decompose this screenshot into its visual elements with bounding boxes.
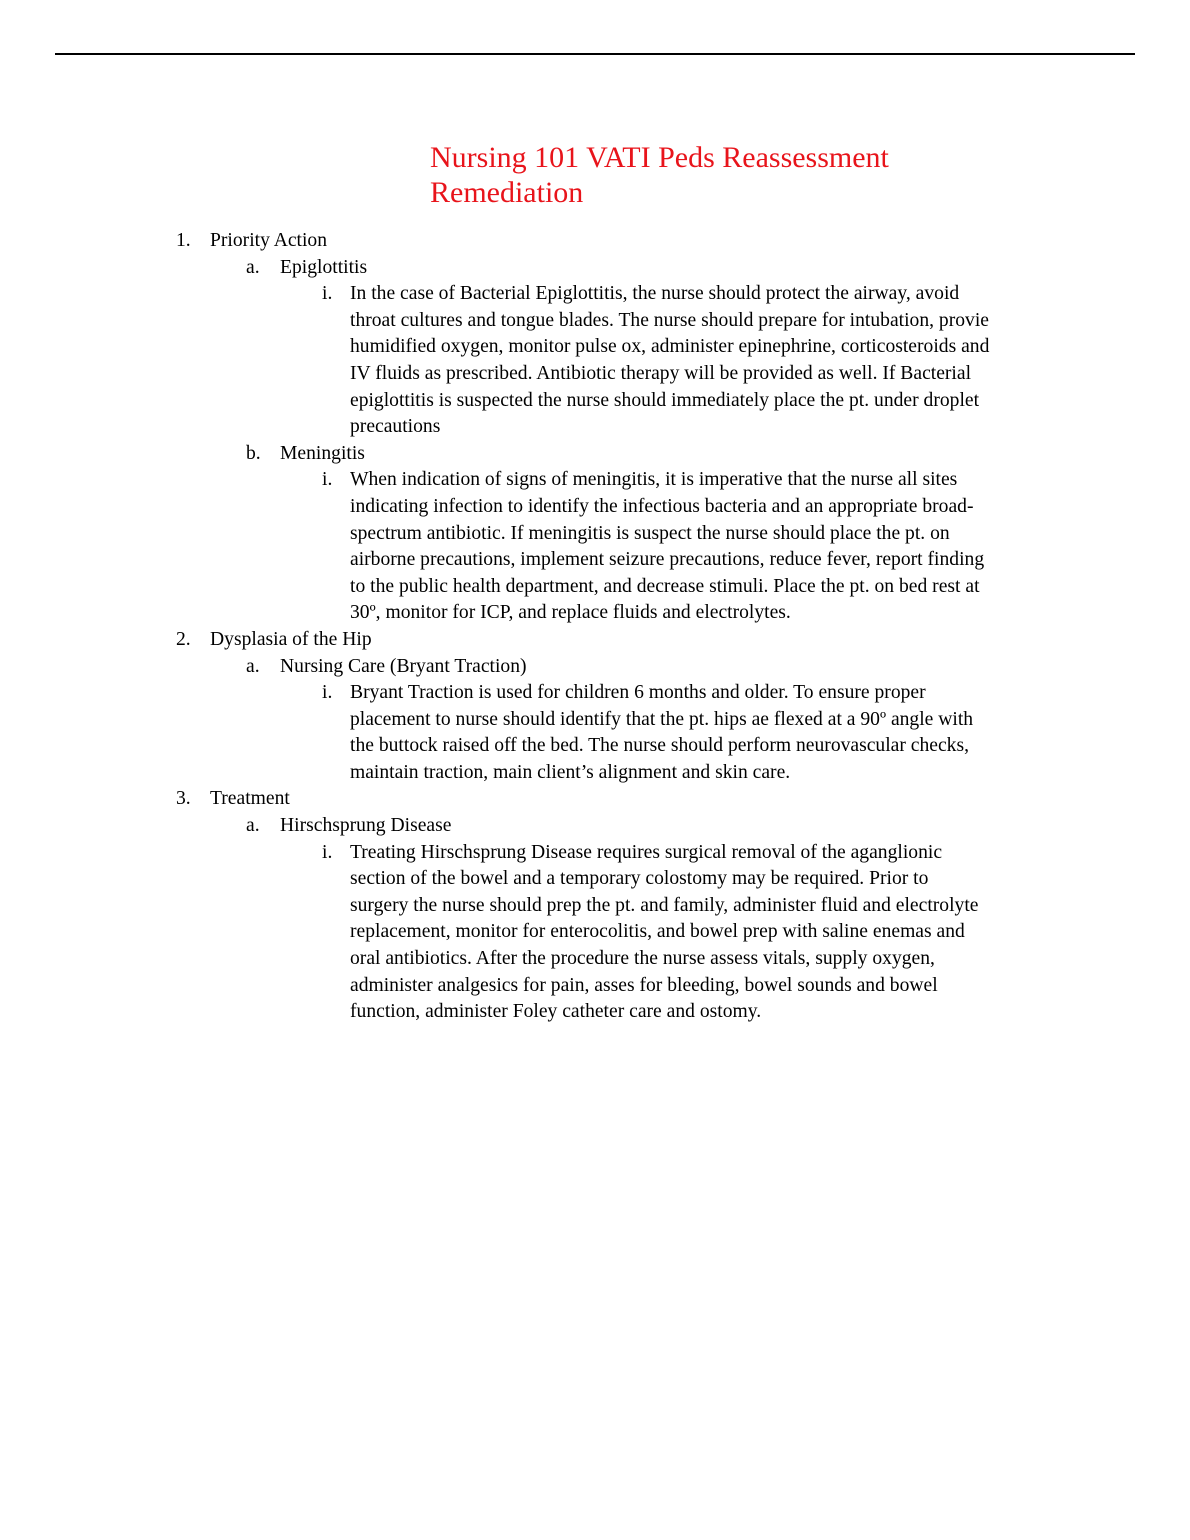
outline-point-line — [0, 866, 1190, 893]
list-text: function, administer Foley catheter care and ostomy. — [350, 1001, 762, 1023]
outline-section — [0, 228, 1190, 255]
list-marker: b. — [246, 442, 261, 464]
outline-point-line — [0, 547, 1190, 574]
list-text: Treatment — [210, 788, 290, 810]
outline-point-line — [0, 973, 1190, 1000]
outline-point-line — [0, 733, 1190, 760]
list-text: humidified oxygen, monitor pulse ox, administer epinephrine, corticosteroids and — [350, 336, 990, 358]
list-text: Hirschsprung Disease — [280, 815, 452, 837]
outline-section — [0, 786, 1190, 813]
outline-point-line — [0, 361, 1190, 388]
outline-point-line — [0, 707, 1190, 734]
list-text: airborne precautions, implement seizure precautions, reduce fever, report finding — [350, 549, 985, 571]
list-text: Treating Hirschsprung Disease requires surgical removal of the aganglionic — [350, 841, 943, 863]
outline-point-line — [0, 893, 1190, 920]
outline-point-line — [0, 999, 1190, 1026]
outline-section — [0, 627, 1190, 654]
outline-point-line — [0, 760, 1190, 787]
title-line: Nursing 101 VATI Peds Reassessment — [430, 141, 889, 174]
list-text: Meningitis — [280, 442, 365, 464]
title-line: Remediation — [430, 176, 584, 209]
list-text: Dysplasia of the Hip — [210, 628, 372, 650]
list-marker: 2. — [176, 628, 191, 650]
list-text: placement to nurse should identify that the pt. hips ae flexed at a 90º angle with — [350, 708, 974, 730]
list-text: Nursing Care (Bryant Traction) — [280, 655, 527, 677]
list-text: oral antibiotics. After the procedure the nurse assess vitals, supply oxygen, — [350, 948, 935, 970]
list-text: 30º, monitor for ICP, and replace fluids and electrolytes. — [350, 602, 791, 624]
outline-point-line — [0, 281, 1190, 308]
list-text: throat cultures and tongue blades. The nurse should prepare for intubation, provie — [350, 309, 989, 331]
outline-point-line — [0, 680, 1190, 707]
list-text: the buttock raised off the bed. The nurse should perform neurovascular checks, — [350, 735, 970, 757]
list-marker: a. — [246, 815, 260, 837]
outline-point-line — [0, 388, 1190, 415]
outline-point-line — [0, 919, 1190, 946]
list-marker: i. — [322, 682, 333, 704]
list-marker: i. — [322, 841, 333, 863]
list-text: epiglottitis is suspected the nurse should immediately place the pt. under droplet — [350, 389, 980, 411]
outline-point-line — [0, 840, 1190, 867]
list-text: surgery the nurse should prep the pt. and family, administer fluid and electrolyte — [350, 894, 979, 916]
list-text: administer analgesics for pain, asses for bleeding, bowel sounds and bowel — [350, 974, 938, 996]
list-text: to the public health department, and decrease stimuli. Place the pt. on bed rest at — [350, 575, 980, 597]
outline-point-line — [0, 574, 1190, 601]
outline-subsection — [0, 654, 1190, 681]
outline-point-line — [0, 946, 1190, 973]
list-text: Bryant Traction is used for children 6 months and older. To ensure proper — [350, 682, 926, 704]
outline-point-line — [0, 494, 1190, 521]
outline-point-line — [0, 521, 1190, 548]
outline-subsection — [0, 255, 1190, 282]
outline-subsection — [0, 813, 1190, 840]
list-marker: 3. — [176, 788, 191, 810]
document-outline — [0, 228, 1190, 1026]
list-text: section of the bowel and a temporary colostomy may be required. Prior to — [350, 868, 929, 890]
list-marker: a. — [246, 256, 260, 278]
list-text: maintain traction, main client’s alignment and skin care. — [350, 761, 791, 783]
outline-point-line — [0, 414, 1190, 441]
list-text: precautions — [350, 416, 441, 438]
outline-point-line — [0, 334, 1190, 361]
list-marker: i. — [322, 283, 333, 305]
list-text: Priority Action — [210, 230, 328, 251]
list-text: Epiglottitis — [280, 256, 368, 278]
outline-point-line — [0, 308, 1190, 335]
outline-point-line — [0, 600, 1190, 627]
list-marker: 1. — [176, 230, 191, 251]
list-marker: i. — [322, 469, 333, 491]
list-text: IV fluids as prescribed. Antibiotic therapy will be provided as well. If Bacterial — [350, 362, 972, 384]
list-text: replacement, monitor for enterocolitis, and bowel prep with saline enemas and — [350, 921, 965, 943]
outline-subsection — [0, 441, 1190, 468]
list-marker: a. — [246, 655, 260, 677]
document-title — [430, 140, 889, 210]
list-text: indicating infection to identify the infectious bacteria and an appropriate broad- — [350, 495, 974, 517]
list-text: When indication of signs of meningitis, it is imperative that the nurse all sites — [350, 469, 958, 491]
list-text: spectrum antibiotic. If meningitis is suspect the nurse should place the pt. on — [350, 522, 950, 544]
header-rule — [55, 53, 1135, 55]
list-text: In the case of Bacterial Epiglottitis, the nurse should protect the airway, avoid — [350, 283, 960, 305]
outline-point-line — [0, 467, 1190, 494]
